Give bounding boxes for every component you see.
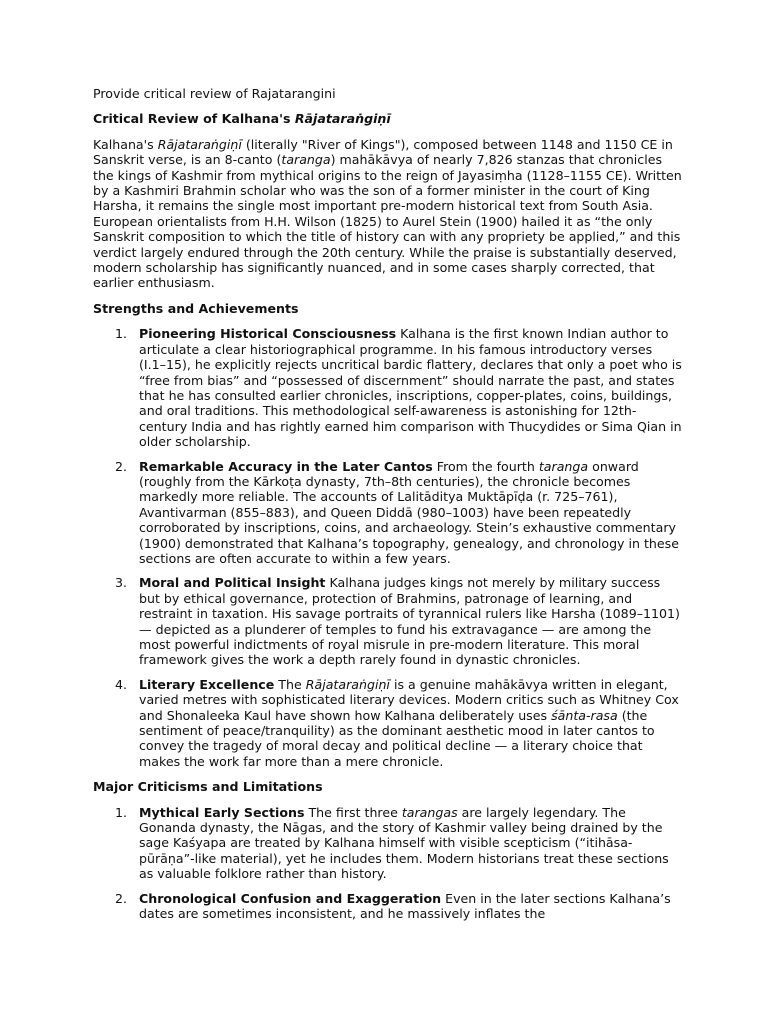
item-title: Pioneering Historical Consciousness [139, 326, 397, 342]
prompt-text: Provide critical review of Rajatarangini [93, 86, 336, 101]
item-number: 2. [115, 890, 128, 906]
strengths-list [93, 326, 683, 769]
list-item: 2. Chronological Confusion and Exaggeration Even in the later sections Kalhana’s dates are sometimes inconsistent, and he massively inflates the [115, 890, 671, 922]
item-number: 1. [115, 804, 128, 820]
item-title: Literary Excellence [139, 676, 275, 692]
list-item: 1. Mythical Early Sections The first three tarangas are largely legendary. The Gonanda dynasty, the Nāgas, and the story of Kashmir valley being drained by the sage Kaśyapa are treated by Kalhana himself with visible scepticism (“itihāsa-pūrāṇa”-like material), yet he includes them. Modern historians treat these sections as valuable folklore rather than history. [115, 804, 669, 882]
item-number: 4. [115, 676, 128, 692]
item-title: Mythical Early Sections [139, 804, 305, 820]
item-title: Chronological Confusion and Exaggeration [139, 890, 442, 906]
document-body [93, 86, 683, 932]
strengths-heading: Strengths and Achievements [93, 300, 299, 316]
list-item: 2. Remarkable Accuracy in the Later Cantos From the fourth taranga onward (roughly from the Kārkoṭa dynasty, 7th–8th centuries), the chronicle becomes markedly more reliable. The accounts of Lalitāditya Muktāpīḍa (r. 725–761), Avantivarman (855–883), and Queen Diddā (980–1003) have been repeatedly corroborated by inscriptions, coins, and archaeology. Stein’s exhaustive commentary (1900) demonstrated that Kalhana’s topography, genealogy, and chronology in these sections are often accurate to within a few years. [115, 458, 679, 566]
criticisms-list [93, 805, 683, 922]
item-title: Remarkable Accuracy in the Later Cantos [139, 458, 433, 474]
list-item: 3. Moral and Political Insight Kalhana judges kings not merely by military success but by ethical governance, protection of Brahmins, patronage of learning, and restraint in taxation. His savage portraits of tyrannical rulers like Harsha (1089–1101) — depicted as a plunderer of temples to fund his extravagance — are among the most powerful indictments of royal misrule in pre-modern literature. This moral framework gives the work a depth rarely found in dynastic chronicles. [115, 575, 680, 668]
item-number: 3. [115, 575, 128, 591]
item-title: Moral and Political Insight [139, 575, 326, 591]
item-number: 1. [115, 326, 128, 342]
list-item: 1. Pioneering Historical Consciousness Kalhana is the first known Indian author to articulate a clear historiographical programme. In his famous introductory verses (I.1–15), he explicitly rejects uncritical bardic flattery, declares that only a poet who is “free from bias” and “possessed of discernment” should narrate the past, and states that he has consulted earlier chronicles, inscriptions, copper-plates, coins, buildings, and oral traditions. This methodological self-awareness is astonishing for 12th-century India and has rightly earned him comparison with Thucydides or Sima Qian in older scholarship. [115, 326, 682, 450]
item-number: 2. [115, 458, 128, 474]
intro-paragraph: Kalhana's Rājataraṅgiṇī (literally "River of Kings"), composed between 1148 and 1150 CE in Sanskrit verse, is an 8-canto (taranga) mahākāvya of nearly 7,826 stanzas that chronicles the kings of Kashmir from mythical origins to the reign of Jayasiṃha (1128–1155 CE). Written by a Kashmiri Brahmin scholar who was the son of a former minister in the court of King Harsha, it remains the single most important pre-modern historical text from South Asia. European orientalists from H.H. Wilson (1825) to Aurel Stein (1900) hailed it as “the only Sanskrit composition to which the title of history can with any propriety be applied,” and this verdict largely endured through the 20th century. While the praise is substantially deserved, modern scholarship has significantly nuanced, and in some cases sharply corrected, that earlier enthusiasm. [93, 136, 682, 291]
criticisms-heading: Major Criticisms and Limitations [93, 779, 323, 795]
page-title: Critical Review of Kalhana's Rājataraṅgiṇī [93, 111, 391, 127]
list-item: 4. Literary Excellence The Rājataraṅgiṇī is a genuine mahākāvya written in elegant, varied metres with sophisticated literary devices. Modern critics such as Whitney Cox and Shonaleeka Kaul have shown how Kalhana deliberately uses śānta-rasa (the sentiment of peace/tranquility) as the dominant aesthetic mood in later cantos to convey the tragedy of moral decay and political decline — a literary choice that makes the work far more than a mere chronicle. [115, 676, 679, 769]
